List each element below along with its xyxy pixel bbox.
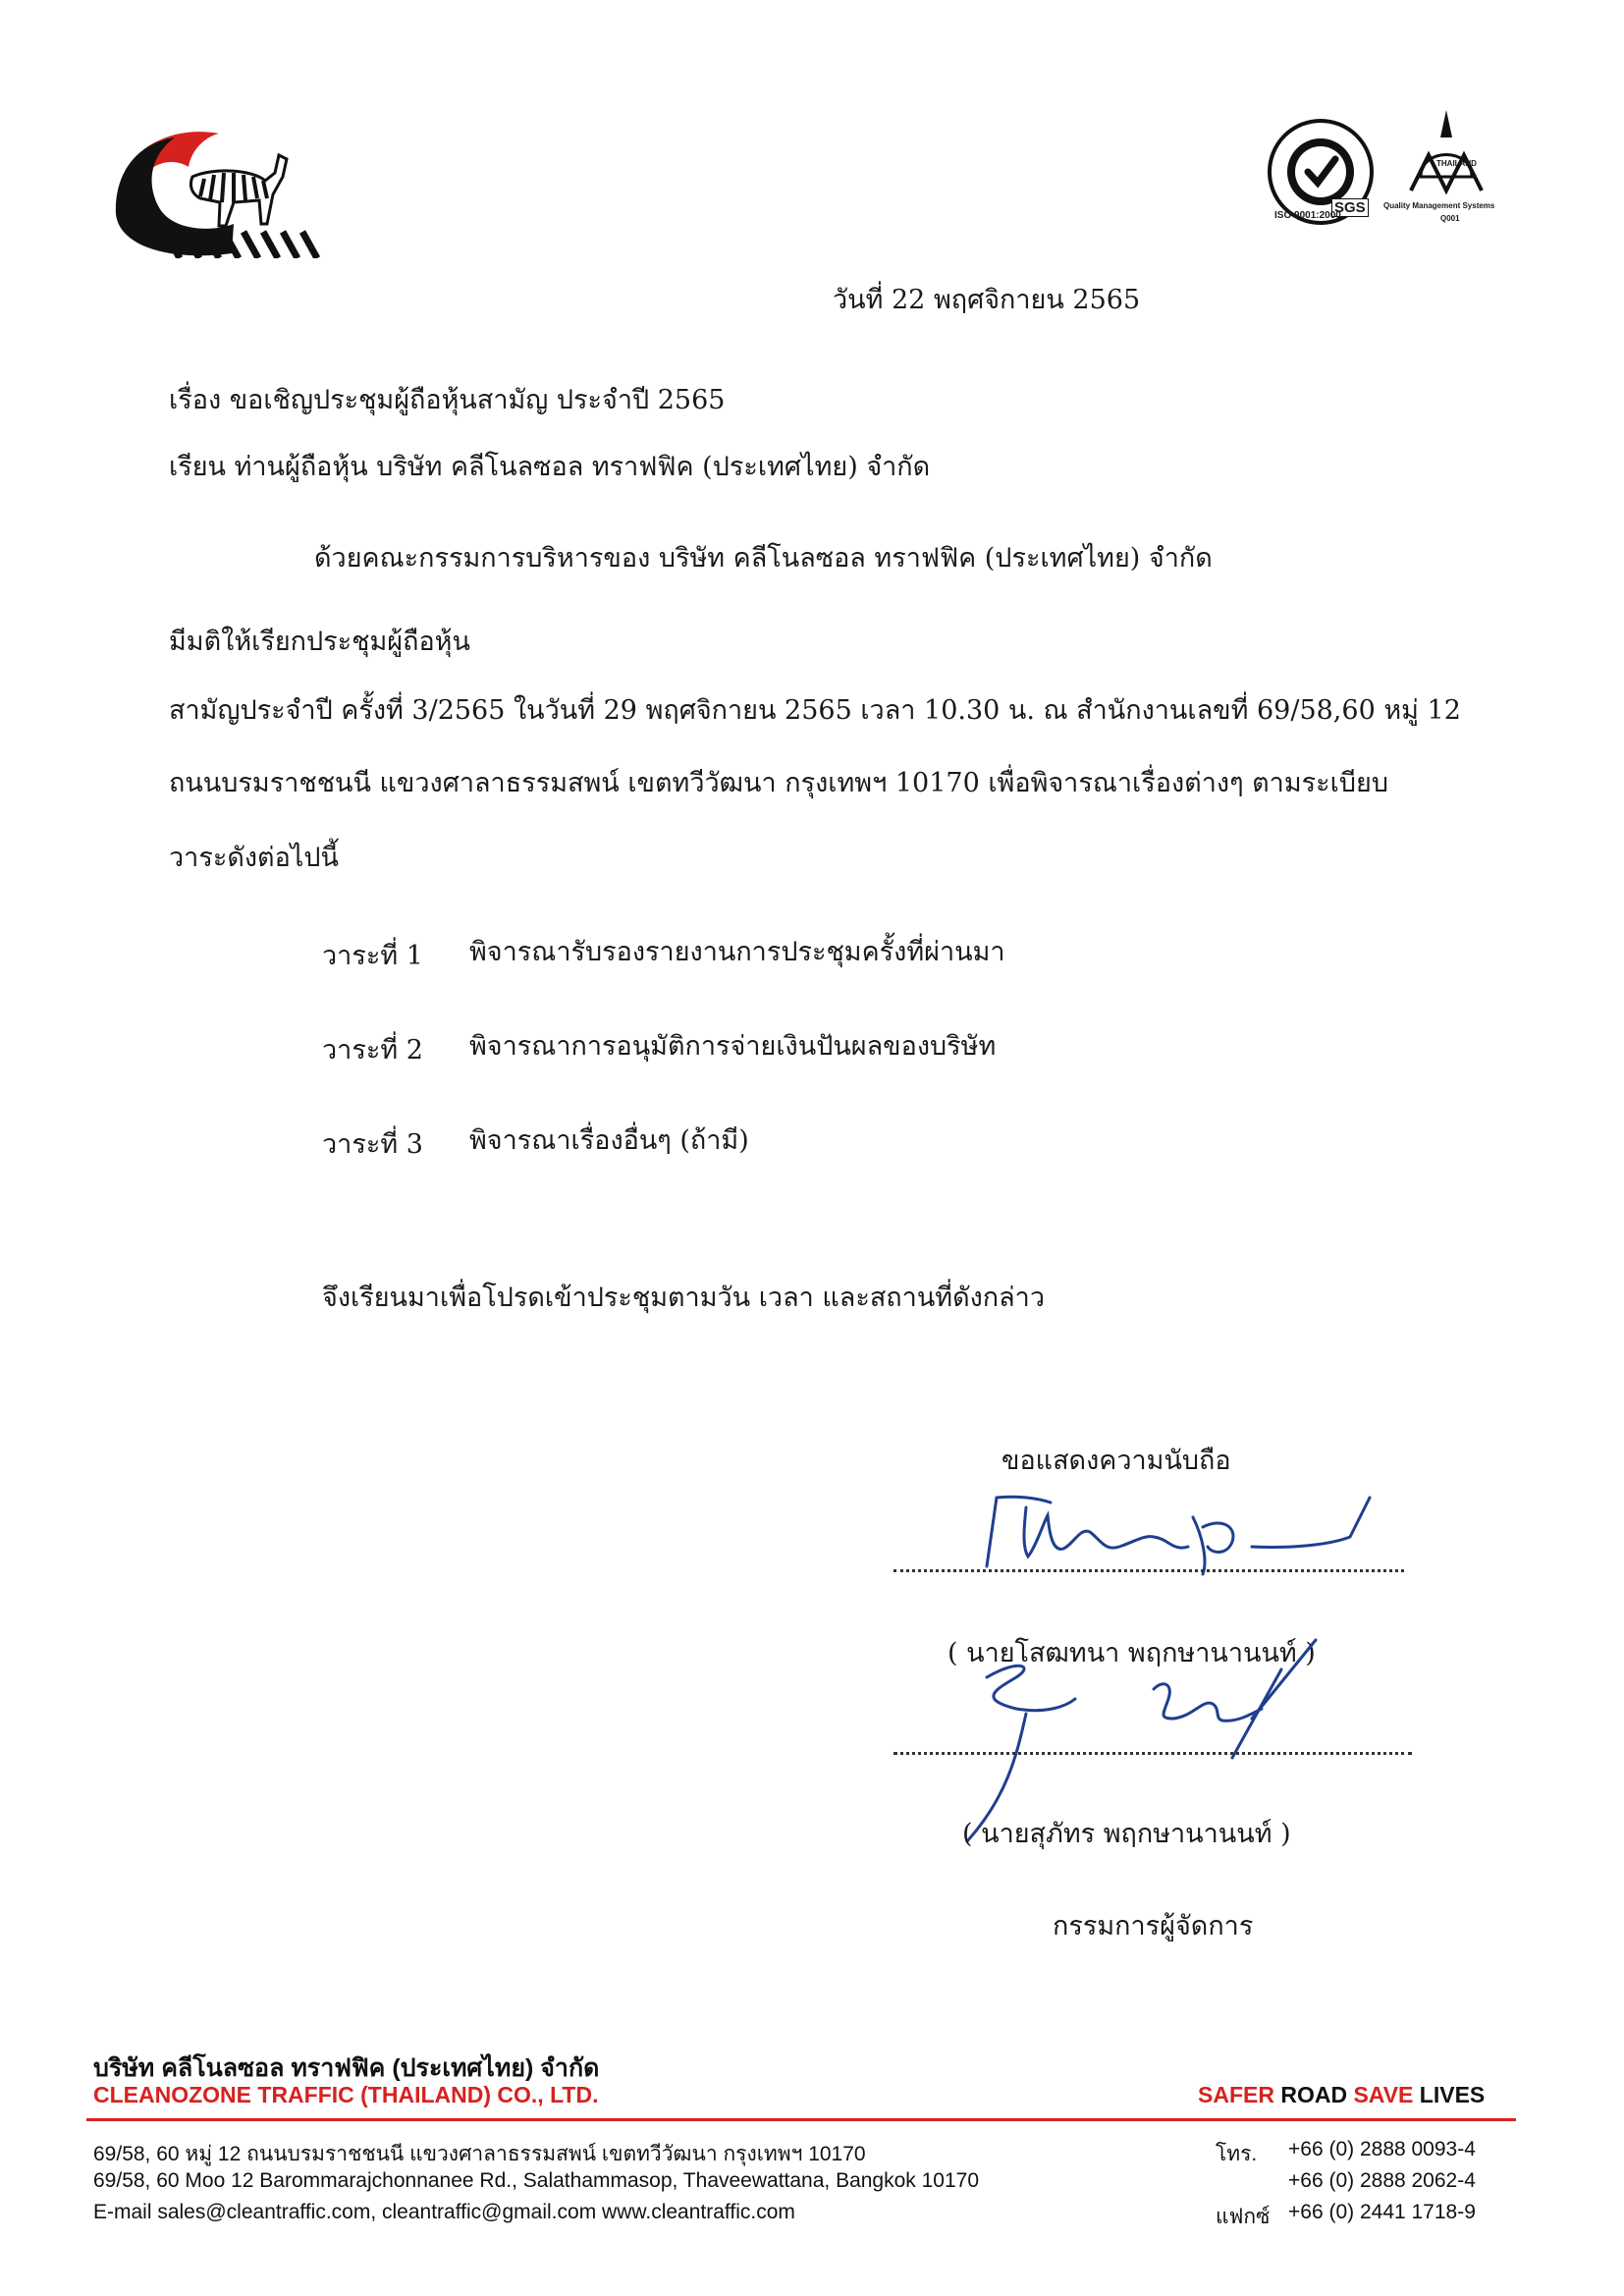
signature-2-icon [957,1620,1389,1846]
iso-label: ISO 9001:2000 [1274,210,1341,221]
footer-company-en: CLEANOZONE TRAFFIC (THAILAND) CO., LTD. [93,2082,599,2107]
body-line-1: ด้วยคณะกรรมการบริหารของ บริษัท คลีโนลซอล ทราฟฟิค (ประเทศไทย) จำกัด [314,543,1213,574]
masci-country: THAILAND [1436,159,1477,168]
body-line-5: วาระดังต่อไปนี้ [169,843,339,873]
masci-code: Q001 [1440,214,1460,223]
footer-divider [86,2118,1516,2121]
slogan-word-lives: LIVES [1419,2082,1486,2107]
agenda-3-label: วาระที่ 3 [322,1129,423,1160]
agenda-1-label: วาระที่ 1 [322,941,423,971]
regards: ขอแสดงความนับถือ [1001,1446,1231,1476]
footer-company-th: บริษัท คลีโนลซอล ทราฟฟิค (ประเทศไทย) จำกัด [93,2054,600,2082]
footer-address-en: 69/58, 60 Moo 12 Barommarajchonnanee Rd., Salathammasop, Thaveewattana, Bangkok 10170 [93,2169,980,2192]
subject-line: เรื่อง ขอเชิญประชุมผู้ถือหุ้นสามัญ ประจำปี 2565 [169,385,726,415]
masci-quality-management-icon [1380,108,1512,226]
addressee-line: เรียน ท่านผู้ถือหุ้น บริษัท คลีโนลซอล ทราฟฟิค (ประเทศไทย) จำกัด [169,452,931,482]
footer-email-web: E-mail sales@cleantraffic.com, cleantraffic@gmail.com www.cleantraffic.com [93,2201,795,2223]
body-line-3: สามัญประจำปี ครั้งที่ 3/2565 ในวันที่ 29 พฤศจิกายน 2565 เวลา 10.30 น. ณ สำนักงานเลขที่ 69/58,60 หมู่ 12 [169,695,1461,726]
signer-1-name: ( นายโสฒทนา พฤกษานานนท์ ) [947,1638,1316,1668]
footer-tel-label: โทร. [1216,2143,1258,2165]
agenda-3-text: พิจารณาเรื่องอื่นๆ (ถ้ามี) [469,1125,749,1156]
closing-line: จึงเรียนมาเพื่อโปรดเข้าประชุมตามวัน เวลา และสถานที่ดังกล่าว [322,1283,1046,1313]
body-line-4: ถนนบรมราชชนนี แขวงศาลาธรรมสพน์ เขตทวีวัฒนา กรุงเทพฯ 10170 เพื่อพิจารณาเรื่องต่างๆ ตามระเบียบ [169,768,1388,798]
signature-1-icon [957,1478,1394,1576]
sgs-label: SGS [1331,198,1369,217]
sgs-iso-certification-seal-icon [1267,118,1375,226]
signer-title: กรรมการผู้จัดการ [1053,1911,1254,1941]
footer-address-th: 69/58, 60 หมู่ 12 ถนนบรมราชชนนี แขวงศาลาธรรมสพน์ เขตทวีวัฒนา กรุงเทพฯ 10170 [93,2143,866,2165]
date-line: วันที่ 22 พฤศจิกายน 2565 [833,285,1141,315]
footer-fax-label: แฟกซ์ [1216,2206,1271,2228]
signer-2-name: ( นายสุภัทร พฤกษานานนท์ ) [962,1819,1291,1849]
signature-line-1 [893,1569,1404,1572]
footer-fax: +66 (0) 2441 1718-9 [1288,2201,1476,2223]
agenda-1-text: พิจารณารับรองรายงานการประชุมครั้งที่ผ่านมา [469,937,1005,967]
slogan-word-safer: SAFER [1198,2082,1274,2107]
masci-label: Quality Management Systems [1383,201,1495,210]
agenda-2-label: วาระที่ 2 [322,1035,423,1066]
footer-tel-1: +66 (0) 2888 0093-4 [1288,2138,1476,2160]
footer-tel-2: +66 (0) 2888 2062-4 [1288,2169,1476,2192]
agenda-2-text: พิจารณาการอนุมัติการจ่ายเงินปันผลของบริษัท [469,1031,997,1062]
slogan-word-save: SAVE [1353,2082,1414,2107]
cleanozone-zebra-logo-icon [106,116,327,258]
slogan-word-road: ROAD [1280,2082,1348,2107]
body-line-2: มีมติให้เรียกประชุมผู้ถือหุ้น [169,627,470,657]
footer-slogan [1198,2082,1485,2108]
signature-line-2 [893,1752,1412,1755]
